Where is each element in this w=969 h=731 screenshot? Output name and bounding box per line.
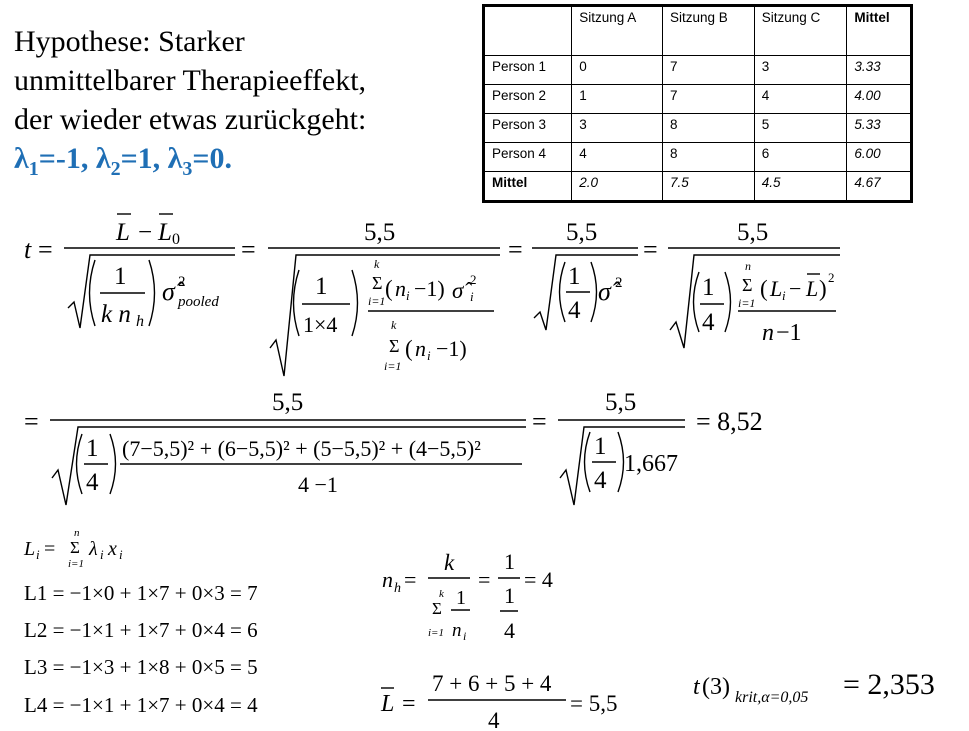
- row-mean-cell: 3.33: [847, 56, 912, 85]
- svg-text:n: n: [762, 320, 774, 346]
- svg-text:L: L: [116, 219, 130, 246]
- row-mean-cell: 4.00: [847, 85, 912, 114]
- svg-text:Σ: Σ: [432, 599, 442, 618]
- svg-text:h: h: [136, 313, 144, 330]
- svg-text:L: L: [806, 276, 819, 301]
- svg-text:4: 4: [568, 297, 581, 324]
- svg-text:−1): −1): [414, 276, 445, 301]
- svg-text:k: k: [391, 318, 397, 332]
- mean-L-result: = 5,5: [570, 691, 618, 716]
- contrast-L3: L3 = −1×3 + 1×8 + 0×5 = 5: [24, 655, 258, 679]
- svg-text:L: L: [24, 538, 36, 560]
- row-label: Person 1: [484, 56, 572, 85]
- svg-text:Σ: Σ: [70, 538, 80, 557]
- svg-text:=: =: [44, 538, 56, 560]
- t-formula-contrast: [643, 219, 840, 348]
- svg-text:4: 4: [504, 618, 515, 643]
- svg-text:4: 4: [594, 467, 607, 494]
- svg-text:i=1: i=1: [738, 296, 756, 310]
- contrast-L2: L2 = −1×1 + 1×7 + 0×4 = 6: [24, 618, 258, 642]
- svg-text:2: 2: [828, 270, 835, 285]
- col-header-mittel: Mittel: [847, 6, 912, 56]
- svg-text:=: =: [241, 235, 256, 264]
- svg-text:=: =: [643, 235, 658, 264]
- svg-text:(3): (3): [702, 674, 730, 700]
- table-cell: 3: [572, 114, 663, 143]
- table-cell: 8: [663, 143, 755, 172]
- mean-row-label: Mittel: [484, 172, 572, 202]
- t-formula-final: [532, 389, 685, 505]
- t-value-result: = 8,52: [696, 407, 763, 436]
- svg-text:σ̂: σ̂: [598, 277, 611, 306]
- nh-result: = 4: [524, 567, 553, 592]
- svg-text:i: i: [100, 547, 104, 562]
- contrast-L1: L1 = −1×0 + 1×7 + 0×3 = 7: [24, 581, 258, 605]
- col-header-sitzung-a: Sitzung A: [572, 6, 663, 56]
- hypothesis-line-2: unmittelbarer Therapieeffekt,: [14, 64, 367, 97]
- svg-text:k: k: [374, 257, 380, 271]
- table-cell: 1: [572, 85, 663, 114]
- svg-text:n: n: [745, 259, 751, 273]
- t-formula-expanded: [241, 219, 500, 376]
- table-cell: 5: [754, 114, 847, 143]
- svg-text:x: x: [108, 538, 117, 560]
- svg-text:n: n: [382, 567, 393, 592]
- svg-text:i: i: [119, 547, 123, 562]
- variance-value: 1,667: [624, 451, 678, 477]
- svg-text:1: 1: [504, 549, 515, 574]
- svg-text:1: 1: [504, 583, 515, 608]
- svg-text:=: =: [402, 691, 416, 717]
- table-cell: 6: [754, 143, 847, 172]
- svg-text:(: (: [760, 276, 768, 301]
- squared-deviations: (7−5,5)² + (6−5,5)² + (5−5,5)² + (4−5,5)²: [122, 436, 481, 461]
- nh-numerator: k: [444, 550, 455, 575]
- t-formula-general: [24, 214, 235, 330]
- svg-text:=: =: [404, 567, 417, 592]
- svg-text:2: 2: [470, 272, 477, 287]
- svg-text:Σ: Σ: [742, 275, 753, 295]
- svg-text:λ: λ: [89, 538, 98, 560]
- hypothesis-line-3: der wieder etwas zurückgeht:: [14, 103, 367, 136]
- svg-text:i: i: [782, 288, 786, 303]
- svg-text:i: i: [427, 348, 431, 363]
- critical-t-value: [693, 668, 935, 706]
- contrast-L4: L4 = −1×1 + 1×7 + 0×4 = 4: [24, 693, 258, 717]
- svg-text:(: (: [405, 336, 413, 361]
- svg-text:i: i: [463, 629, 467, 643]
- svg-text:k: k: [439, 588, 444, 600]
- svg-text:L: L: [770, 276, 783, 301]
- svg-text:σ̂: σ̂: [452, 278, 464, 303]
- svg-text:Σ: Σ: [372, 273, 383, 293]
- svg-text:krit,α=0,05: krit,α=0,05: [735, 689, 809, 706]
- svg-text:=: =: [478, 567, 491, 592]
- svg-text:pooled: pooled: [178, 294, 219, 310]
- svg-text:1: 1: [456, 587, 466, 609]
- svg-text:−: −: [138, 219, 153, 246]
- table-cell: 7: [663, 56, 755, 85]
- svg-text:2: 2: [178, 274, 186, 290]
- svg-text:k n: k n: [101, 301, 131, 328]
- mean-contrast-formula: [380, 671, 617, 731]
- svg-text:1: 1: [702, 274, 715, 301]
- svg-text:L: L: [158, 219, 172, 246]
- svg-text:h: h: [394, 581, 401, 596]
- t-formula-numeric: [24, 389, 526, 505]
- row-label: Person 3: [484, 114, 572, 143]
- hypothesis-line-1: Hypothese: Starker: [14, 25, 245, 58]
- contrast-definition: [23, 527, 123, 570]
- svg-text:(: (: [385, 276, 393, 301]
- svg-text:n: n: [395, 276, 406, 301]
- table-cell: 3: [754, 56, 847, 85]
- svg-text:i=1: i=1: [368, 294, 386, 308]
- svg-text:=: =: [508, 235, 523, 264]
- formula-numerator: 5,5: [737, 219, 769, 246]
- column-mean-cell: 7.5: [663, 172, 755, 202]
- svg-text:=: =: [38, 235, 53, 264]
- table-cell: 8: [663, 114, 755, 143]
- col-header-sitzung-b: Sitzung B: [663, 6, 755, 56]
- column-mean-cell: 4.67: [847, 172, 912, 202]
- mean-L-denominator: 4: [488, 708, 500, 731]
- svg-text:i: i: [470, 289, 474, 304]
- t-formula-simplified: [508, 219, 638, 330]
- svg-text:1: 1: [594, 433, 607, 460]
- row-label: Person 4: [484, 143, 572, 172]
- harmonic-n-formula: [382, 549, 553, 643]
- svg-text:4: 4: [702, 309, 715, 336]
- row-mean-cell: 5.33: [847, 114, 912, 143]
- formula-numerator: 5,5: [605, 389, 637, 416]
- table-cell: 4: [754, 85, 847, 114]
- svg-text:1: 1: [114, 263, 127, 290]
- svg-text:t: t: [24, 235, 32, 264]
- svg-text:0: 0: [172, 231, 180, 248]
- svg-text:n: n: [74, 527, 80, 539]
- lambda-weights: $\lambda_1=-1$, $\lambda_2=1$, $\lambda_3=0$.: [14, 142, 233, 180]
- table-cell: 7: [663, 85, 755, 114]
- svg-text:i=1: i=1: [68, 558, 84, 570]
- svg-text:1: 1: [315, 273, 328, 300]
- row-label: Person 2: [484, 85, 572, 114]
- svg-text:4: 4: [86, 469, 99, 496]
- svg-text:−1): −1): [436, 336, 467, 361]
- svg-text:): ): [819, 276, 827, 301]
- table-cell: 0: [572, 56, 663, 85]
- svg-text:1: 1: [86, 435, 99, 462]
- svg-text:i: i: [406, 288, 410, 303]
- formula-numerator: 5,5: [364, 219, 396, 246]
- formula-numerator: 5,5: [566, 219, 598, 246]
- svg-text:L: L: [381, 691, 395, 717]
- svg-text:i=1: i=1: [428, 627, 444, 639]
- svg-text:t: t: [693, 674, 700, 700]
- svg-text:−: −: [789, 276, 802, 301]
- svg-text:n: n: [452, 620, 462, 641]
- critical-t-number: = 2,353: [843, 668, 935, 701]
- svg-text:1×4: 1×4: [303, 312, 338, 337]
- svg-text:σ̂: σ̂: [162, 277, 175, 306]
- col-header-sitzung-c: Sitzung C: [754, 6, 847, 56]
- row-mean-cell: 6.00: [847, 143, 912, 172]
- formula-numerator: 5,5: [272, 389, 304, 416]
- svg-text:i=1: i=1: [384, 359, 402, 373]
- degrees-of-freedom: 4 −1: [298, 472, 338, 497]
- column-mean-cell: 4.5: [754, 172, 847, 202]
- svg-text:2: 2: [615, 275, 623, 291]
- svg-text:=: =: [532, 407, 547, 436]
- table-cell: 4: [572, 143, 663, 172]
- svg-text:Σ: Σ: [389, 336, 400, 356]
- svg-text:i: i: [36, 547, 40, 562]
- mean-L-numerator: 7 + 6 + 5 + 4: [432, 671, 552, 696]
- svg-text:=: =: [24, 407, 39, 436]
- svg-text:−1: −1: [776, 320, 802, 346]
- column-mean-cell: 2.0: [572, 172, 663, 202]
- svg-text:n: n: [415, 336, 426, 361]
- svg-text:1: 1: [568, 263, 581, 290]
